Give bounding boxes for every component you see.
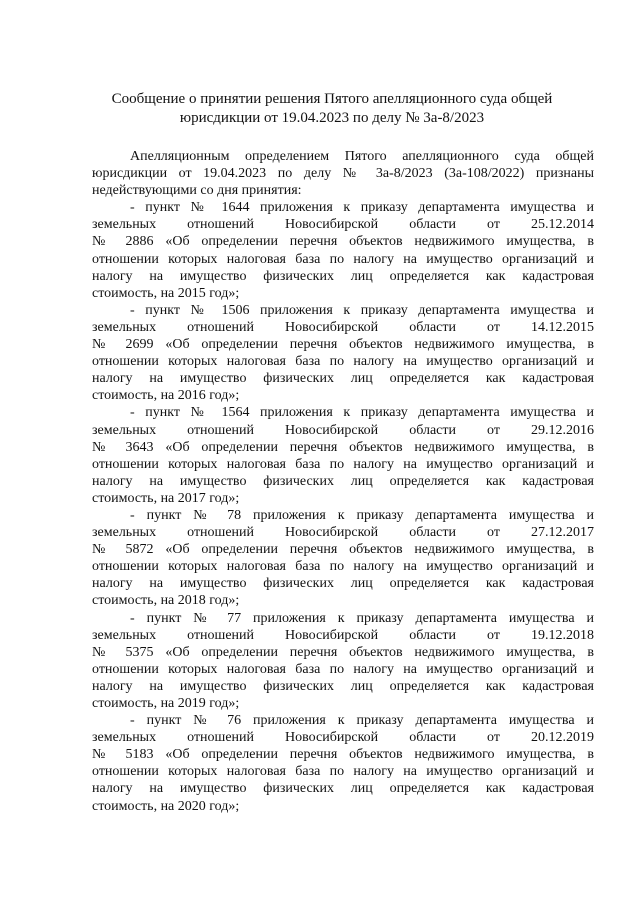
item-line: налогу на имущество физических лиц определяется как кадастровая	[92, 473, 594, 489]
item-line: налогу на имущество физических лиц определяется как кадастровая	[92, 678, 594, 694]
item-line: № 5183 «Об определении перечня объектов недвижимого имущества, в	[92, 747, 594, 763]
intro-line: Апелляционным определением Пятого апелляционного суда общей	[130, 149, 594, 164]
item-line: стоимость, на 2015 год»;	[92, 285, 240, 301]
item-line: стоимость, на 2020 год»;	[92, 798, 240, 814]
item-line: отношении которых налоговая база по налогу на имущество организаций и	[92, 661, 594, 677]
item-line: - пункт № 76 приложения к приказу департамента имущества и	[130, 713, 594, 729]
item-line: № 5375 «Об определении перечня объектов недвижимого имущества, в	[92, 644, 594, 660]
item-line: налогу на имущество физических лиц определяется как кадастровая	[92, 371, 594, 387]
item-line: стоимость, на 2017 год»;	[92, 490, 240, 506]
item-line: налогу на имущество физических лиц определяется как кадастровая	[92, 576, 594, 592]
list-item	[92, 610, 594, 713]
item-line: земельных отношений Новосибирской области от 19.12.2018	[92, 627, 594, 643]
document-body	[92, 148, 594, 815]
intro-line: юрисдикции от 19.04.2023 по делу № 3а-8/2023 (3а-108/2022) признаны	[92, 166, 594, 182]
item-line: земельных отношений Новосибирской области от 14.12.2015	[92, 319, 594, 335]
title-line: Сообщение о принятии решения Пятого апелляционного суда общей	[111, 91, 553, 107]
item-line: отношении которых налоговая база по налогу на имущество организаций и	[92, 354, 594, 370]
item-line: отношении которых налоговая база по налогу на имущество организаций и	[92, 764, 594, 780]
item-line: № 3643 «Об определении перечня объектов недвижимого имущества, в	[92, 439, 594, 455]
item-line: земельных отношений Новосибирской области от 29.12.2016	[92, 422, 594, 438]
item-line: земельных отношений Новосибирской области от 27.12.2017	[92, 525, 594, 541]
item-line: - пункт № 1564 приложения к приказу департамента имущества и	[130, 405, 594, 421]
item-line: земельных отношений Новосибирской области от 20.12.2019	[92, 730, 594, 746]
item-line: стоимость, на 2019 год»;	[92, 696, 240, 711]
title-line: юрисдикции от 19.04.2023 по делу № 3а-8/2023	[179, 110, 485, 126]
item-line: - пункт № 77 приложения к приказу департамента имущества и	[130, 610, 594, 626]
item-line: отношении которых налоговая база по налогу на имущество организаций и	[92, 456, 594, 472]
item-line: - пункт № 1644 приложения к приказу департамента имущества и	[130, 200, 594, 216]
list-item	[92, 404, 594, 507]
list-item	[92, 507, 594, 610]
item-line: № 2886 «Об определении перечня объектов недвижимого имущества, в	[92, 234, 594, 250]
item-line: отношении которых налоговая база по налогу на имущество организаций и	[92, 559, 594, 575]
item-line: стоимость, на 2018 год»;	[92, 593, 240, 609]
item-line: - пункт № 1506 приложения к приказу департамента имущества и	[130, 302, 594, 318]
document-title	[92, 90, 572, 128]
item-line: отношении которых налоговая база по налогу на имущество организаций и	[92, 251, 594, 267]
item-line: № 2699 «Об определении перечня объектов недвижимого имущества, в	[92, 337, 594, 353]
item-line: № 5872 «Об определении перечня объектов недвижимого имущества, в	[92, 542, 594, 558]
item-line: земельных отношений Новосибирской области от 25.12.2014	[92, 217, 594, 233]
item-line: налогу на имущество физических лиц определяется как кадастровая	[92, 268, 594, 284]
list-item	[92, 712, 594, 815]
item-line: стоимость, на 2016 год»;	[92, 388, 240, 404]
item-line: налогу на имущество физических лиц определяется как кадастровая	[92, 781, 594, 797]
list-item	[92, 199, 594, 302]
item-line: - пункт № 78 приложения к приказу департамента имущества и	[130, 507, 594, 523]
intro-line: недействующими со дня принятия:	[92, 183, 302, 199]
list-item	[92, 302, 594, 405]
intro-paragraph	[92, 148, 594, 199]
